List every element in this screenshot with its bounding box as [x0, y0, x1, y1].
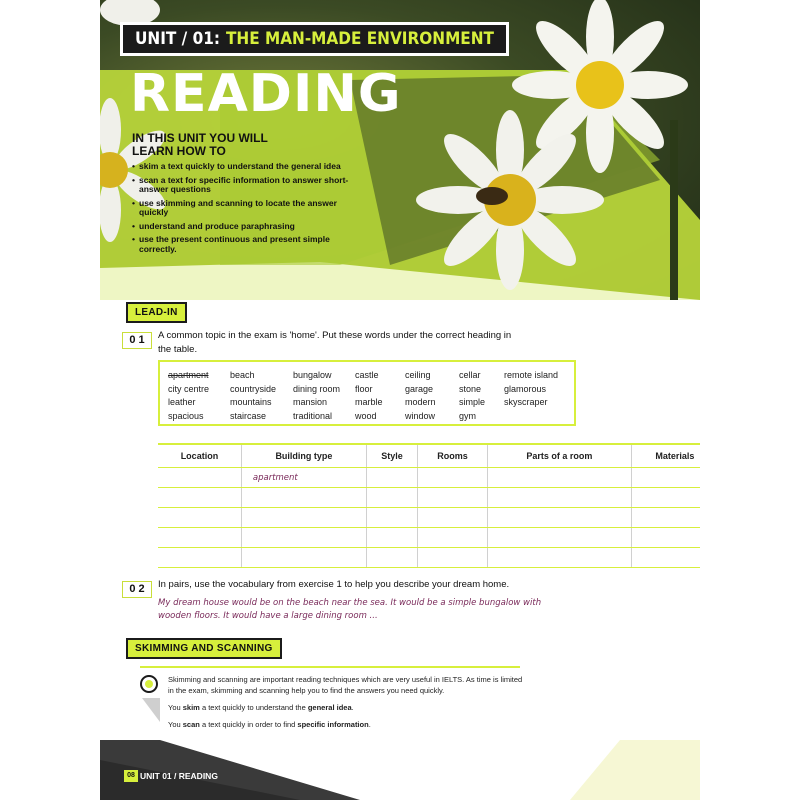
table-cell[interactable] — [418, 548, 488, 568]
table-cell[interactable] — [366, 528, 417, 548]
hero-banner — [100, 0, 700, 300]
learn-item: • skim a text quickly to understand the general idea — [132, 162, 352, 172]
exercise-number: 0 2 — [122, 581, 152, 598]
vocabulary-word: leather — [168, 397, 196, 407]
exercise-2-instruction: In pairs, use the vocabulary from exercise 1 to help you describe your dream home. — [158, 579, 510, 590]
table-header: Parts of a room — [487, 444, 631, 468]
vocabulary-word: beach — [230, 370, 255, 380]
table-row — [158, 488, 700, 508]
daisy-top — [512, 0, 688, 173]
vocabulary-word: cellar — [459, 370, 481, 380]
unit-title-box — [120, 22, 509, 56]
table-cell[interactable] — [366, 468, 417, 488]
exercise-number: 0 1 — [122, 332, 152, 349]
table-header: Style — [366, 444, 417, 468]
vocabulary-word: marble — [355, 397, 383, 407]
footer-band — [100, 740, 700, 800]
unit-title: THE MAN-MADE ENVIRONMENT — [225, 29, 494, 49]
table-cell[interactable] — [366, 488, 417, 508]
skim-definition: You skim a text quickly to understand the general idea. — [168, 703, 354, 712]
table-cell[interactable] — [631, 548, 700, 568]
table-cell[interactable] — [631, 528, 700, 548]
unit-label: UNIT / 01: — [135, 29, 220, 49]
table-example-entry: apartment — [252, 473, 298, 483]
textbook-page — [100, 0, 700, 800]
table-cell[interactable] — [158, 488, 241, 508]
learn-item: • scan a text for specific information to answer short-answer questions — [132, 176, 352, 195]
skimming-intro: Skimming and scanning are important reading techniques which are very useful in IELTS. As time is limited in the exam, skimming and scanning help you to find the answers you need quickly. — [168, 675, 523, 695]
table-cell[interactable] — [241, 488, 366, 508]
target-icon — [140, 675, 158, 693]
page-number: 08 — [124, 770, 138, 782]
scan-definition: You scan a text quickly in order to find specific information. — [168, 720, 371, 729]
table-row — [158, 548, 700, 568]
vocabulary-word: simple — [459, 397, 486, 407]
vocabulary-word: bungalow — [293, 370, 332, 380]
table-cell[interactable] — [487, 528, 631, 548]
learn-item: • use the present continuous and present simple correctly. — [132, 235, 352, 254]
table-row — [158, 468, 700, 488]
learn-heading — [132, 132, 282, 158]
exercise-2-answer: My dream house would be on the beach near the sea. It would be a simple bungalow with wooden floors. It would have a large dining room ... — [158, 598, 542, 621]
table-header: Materials — [631, 444, 700, 468]
tip-triangle-icon — [142, 698, 160, 722]
vocabulary-word: garage — [405, 383, 434, 394]
vocabulary-word: traditional — [293, 410, 333, 421]
table-cell[interactable] — [241, 508, 366, 528]
vocabulary-word: glamorous — [504, 383, 547, 394]
vocabulary-word: window — [405, 410, 436, 421]
table-cell[interactable] — [241, 548, 366, 568]
table-cell[interactable] — [241, 468, 366, 488]
vocabulary-word: countryside — [230, 383, 277, 394]
footer-label: UNIT 01 / READING — [140, 771, 218, 781]
table-cell[interactable] — [418, 508, 488, 528]
section-title: READING — [130, 64, 402, 124]
vocabulary-word — [504, 410, 574, 423]
table-header: Rooms — [418, 444, 488, 468]
vocabulary-word: city centre — [168, 383, 210, 394]
table-cell[interactable] — [487, 488, 631, 508]
vocabulary-word: ceiling — [405, 370, 431, 380]
table-cell[interactable] — [158, 468, 241, 488]
vocabulary-word: spacious — [168, 410, 204, 421]
vocabulary-word: mountains — [230, 397, 272, 407]
table-header: Location — [158, 444, 241, 468]
divider — [140, 666, 520, 668]
table-cell[interactable] — [158, 548, 241, 568]
table-row — [158, 508, 700, 528]
table-cell[interactable] — [366, 548, 417, 568]
table-cell[interactable] — [241, 528, 366, 548]
learn-item: • understand and produce paraphrasing — [132, 222, 352, 232]
table-cell[interactable] — [487, 548, 631, 568]
vocabulary-word: floor — [355, 383, 373, 394]
vocabulary-word: staircase — [230, 410, 267, 421]
table-header: Building type — [241, 444, 366, 468]
table-cell[interactable] — [158, 508, 241, 528]
vocabulary-word: modern — [405, 397, 436, 407]
vocabulary-word: gym — [459, 410, 477, 421]
table-cell[interactable] — [418, 488, 488, 508]
table-cell[interactable] — [631, 488, 700, 508]
vocabulary-table — [158, 443, 700, 568]
table-cell[interactable] — [487, 468, 631, 488]
learn-list — [132, 162, 352, 258]
vocabulary-word: stone — [459, 383, 482, 394]
table-cell[interactable] — [631, 468, 700, 488]
vocabulary-word: mansion — [293, 397, 328, 407]
table-cell[interactable] — [418, 468, 488, 488]
vocabulary-word: dining room — [293, 383, 341, 394]
vocabulary-word: wood — [355, 410, 377, 421]
exercise-1-instruction: A common topic in the exam is 'home'. Put these words under the correct heading in the table. — [158, 330, 512, 355]
table-cell[interactable] — [366, 508, 417, 528]
table-row — [158, 528, 700, 548]
vocabulary-word: skyscraper — [504, 397, 548, 407]
lead-in-header: LEAD-IN — [126, 302, 187, 323]
table-cell[interactable] — [418, 528, 488, 548]
table-cell[interactable] — [158, 528, 241, 548]
learn-heading-text: IN THIS UNIT YOU WILL LEARN HOW TO — [132, 131, 268, 158]
learn-item: • use skimming and scanning to locate the answer quickly — [132, 199, 352, 218]
table-cell[interactable] — [487, 508, 631, 528]
vocabulary-word: apartment — [168, 370, 209, 380]
vocabulary-word: remote island — [504, 370, 559, 380]
table-cell[interactable] — [631, 508, 700, 528]
vocabulary-word: castle — [355, 370, 379, 380]
word-grid — [168, 369, 574, 422]
skimming-header: SKIMMING AND SCANNING — [126, 638, 282, 659]
